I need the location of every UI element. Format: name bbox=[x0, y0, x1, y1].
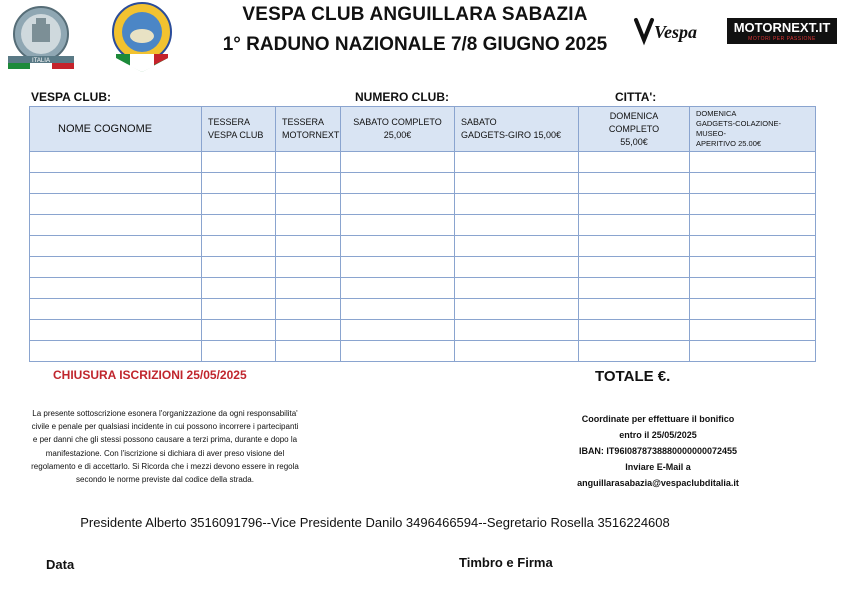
entry-cell[interactable] bbox=[579, 215, 690, 236]
entry-cell[interactable] bbox=[690, 320, 816, 341]
entry-cell[interactable] bbox=[276, 257, 341, 278]
entry-cell[interactable] bbox=[341, 341, 455, 362]
table-row bbox=[30, 215, 816, 236]
entry-cell[interactable] bbox=[579, 257, 690, 278]
bank-line: entro il 25/05/2025 bbox=[619, 430, 697, 440]
event-subtitle: 1° RADUNO NAZIONALE 7/8 GIUGNO 2025 bbox=[222, 34, 608, 55]
iban-line: IBAN: IT96I0878738880000000072455 bbox=[578, 446, 738, 456]
entry-cell[interactable] bbox=[341, 173, 455, 194]
entry-cell[interactable] bbox=[579, 278, 690, 299]
registration-table bbox=[29, 106, 816, 362]
entry-cell[interactable] bbox=[690, 278, 816, 299]
entry-cell[interactable] bbox=[455, 173, 579, 194]
entry-cell[interactable] bbox=[202, 320, 276, 341]
entry-cell[interactable] bbox=[341, 278, 455, 299]
entry-cell[interactable] bbox=[202, 278, 276, 299]
entry-cell[interactable] bbox=[579, 194, 690, 215]
entry-cell[interactable] bbox=[30, 278, 202, 299]
entry-cell[interactable] bbox=[30, 152, 202, 173]
entry-cell[interactable] bbox=[341, 320, 455, 341]
entry-cell[interactable] bbox=[579, 299, 690, 320]
table-row bbox=[30, 173, 816, 194]
entry-cell[interactable] bbox=[202, 299, 276, 320]
column-header: DOMENICA GADGETS-COLAZIONE-MUSEO- APERITIVO 25.00€ bbox=[690, 107, 816, 152]
entry-cell[interactable] bbox=[690, 257, 816, 278]
column-header: SABATO COMPLETO 25,00€ bbox=[341, 107, 455, 152]
motornext-logo-name: MOTORNEXT.IT bbox=[733, 20, 831, 35]
entry-cell[interactable] bbox=[202, 173, 276, 194]
entry-cell[interactable] bbox=[579, 173, 690, 194]
table-row bbox=[30, 278, 816, 299]
entry-cell[interactable] bbox=[202, 236, 276, 257]
entry-cell[interactable] bbox=[455, 194, 579, 215]
bank-transfer-info bbox=[548, 411, 768, 491]
page-title: VESPA CLUB ANGUILLARA SABAZIA bbox=[242, 4, 588, 25]
entry-cell[interactable] bbox=[690, 194, 816, 215]
entry-cell[interactable] bbox=[455, 320, 579, 341]
motornext-logo-tagline: MOTORI PER PASSIONE bbox=[748, 36, 816, 42]
entry-cell[interactable] bbox=[579, 152, 690, 173]
entry-cell[interactable] bbox=[30, 236, 202, 257]
entry-cell[interactable] bbox=[579, 320, 690, 341]
entry-cell[interactable] bbox=[579, 341, 690, 362]
table-row bbox=[30, 320, 816, 341]
entry-cell[interactable] bbox=[276, 152, 341, 173]
club-label: VESPA CLUB: bbox=[31, 90, 112, 104]
table-header-row bbox=[30, 107, 816, 152]
club-badge-logo bbox=[6, 4, 76, 74]
entry-cell[interactable] bbox=[341, 194, 455, 215]
table-row bbox=[30, 194, 816, 215]
entry-cell[interactable] bbox=[30, 194, 202, 215]
motornext-logo bbox=[727, 18, 837, 44]
entry-cell[interactable] bbox=[341, 299, 455, 320]
entry-cell[interactable] bbox=[690, 215, 816, 236]
entry-cell[interactable] bbox=[455, 152, 579, 173]
entry-cell[interactable] bbox=[276, 236, 341, 257]
email-address: anguillarasabazia@vespaclubditalia.it bbox=[577, 478, 739, 488]
column-header: TESSERA VESPA CLUB bbox=[202, 107, 276, 152]
entry-cell[interactable] bbox=[579, 236, 690, 257]
bank-line: Inviare E-Mail a bbox=[625, 462, 691, 472]
entry-cell[interactable] bbox=[276, 299, 341, 320]
entry-cell[interactable] bbox=[202, 215, 276, 236]
entry-cell[interactable] bbox=[690, 341, 816, 362]
entry-cell[interactable] bbox=[276, 173, 341, 194]
entry-cell[interactable] bbox=[455, 257, 579, 278]
signature-label: Timbro e Firma bbox=[459, 555, 553, 570]
entry-cell[interactable] bbox=[276, 215, 341, 236]
liability-disclaimer: La presente sottoscrizione esonera l'organizzazione da ogni responsabilita' civile e penale per qualsiasi incidente in cui possono incorrere i partecipanti e per danni che gli stessi possono causare a terzi prima, durante e dopo la manifestazione. Con l'iscrizione si dichiara di aver preso visione del regolamento e di accettarlo. Si Ricorda che i mezzi devono essere in regola secondo le norme previste dal codice della strada. bbox=[31, 409, 299, 485]
city-label: CITTA': bbox=[615, 90, 657, 104]
entry-cell[interactable] bbox=[455, 299, 579, 320]
entry-cell[interactable] bbox=[30, 257, 202, 278]
bank-line: Coordinate per effettuare il bonifico bbox=[581, 414, 735, 424]
table-body bbox=[30, 152, 816, 362]
entry-cell[interactable] bbox=[202, 341, 276, 362]
column-header: SABATO GADGETS-GIRO 15,00€ bbox=[455, 107, 579, 152]
entry-cell[interactable] bbox=[30, 341, 202, 362]
date-label: Data bbox=[46, 557, 75, 572]
vespa-club-shield-logo bbox=[108, 2, 176, 74]
entry-cell[interactable] bbox=[30, 173, 202, 194]
entry-cell[interactable] bbox=[30, 320, 202, 341]
column-header: TESSERA MOTORNEXT bbox=[276, 107, 341, 152]
table-row bbox=[30, 299, 816, 320]
total-label: TOTALE €. bbox=[595, 368, 671, 385]
svg-text:ITALIA: ITALIA bbox=[32, 58, 50, 64]
column-header: NOME COGNOME bbox=[30, 107, 202, 152]
contacts-line: Presidente Alberto 3516091796--Vice Presidente Danilo 3496466594--Segretario Rosella 3516224608 bbox=[80, 515, 670, 530]
table-row bbox=[30, 236, 816, 257]
table-row bbox=[30, 341, 816, 362]
table-row bbox=[30, 152, 816, 173]
entry-cell[interactable] bbox=[455, 341, 579, 362]
entry-cell[interactable] bbox=[276, 194, 341, 215]
entry-cell[interactable] bbox=[276, 341, 341, 362]
entry-cell[interactable] bbox=[341, 215, 455, 236]
entry-cell[interactable] bbox=[30, 299, 202, 320]
entry-cell[interactable] bbox=[690, 299, 816, 320]
entry-cell[interactable] bbox=[202, 152, 276, 173]
svg-text:Vespa: Vespa bbox=[654, 22, 698, 42]
entry-cell[interactable] bbox=[276, 320, 341, 341]
club-number-label: NUMERO CLUB: bbox=[355, 90, 449, 104]
entry-cell[interactable] bbox=[455, 236, 579, 257]
entry-cell[interactable] bbox=[202, 257, 276, 278]
column-header: DOMENICA COMPLETO 55,00€ bbox=[579, 107, 690, 152]
closing-date-notice: CHIUSURA ISCRIZIONI 25/05/2025 bbox=[53, 368, 247, 382]
entry-cell[interactable] bbox=[455, 278, 579, 299]
table-row bbox=[30, 257, 816, 278]
entry-cell[interactable] bbox=[202, 194, 276, 215]
entry-cell[interactable] bbox=[341, 257, 455, 278]
entry-cell[interactable] bbox=[276, 278, 341, 299]
entry-cell[interactable] bbox=[455, 215, 579, 236]
entry-cell[interactable] bbox=[30, 215, 202, 236]
vespa-brand-logo bbox=[632, 14, 718, 48]
entry-cell[interactable] bbox=[690, 236, 816, 257]
entry-cell[interactable] bbox=[690, 152, 816, 173]
entry-cell[interactable] bbox=[690, 173, 816, 194]
entry-cell[interactable] bbox=[341, 236, 455, 257]
entry-cell[interactable] bbox=[341, 152, 455, 173]
